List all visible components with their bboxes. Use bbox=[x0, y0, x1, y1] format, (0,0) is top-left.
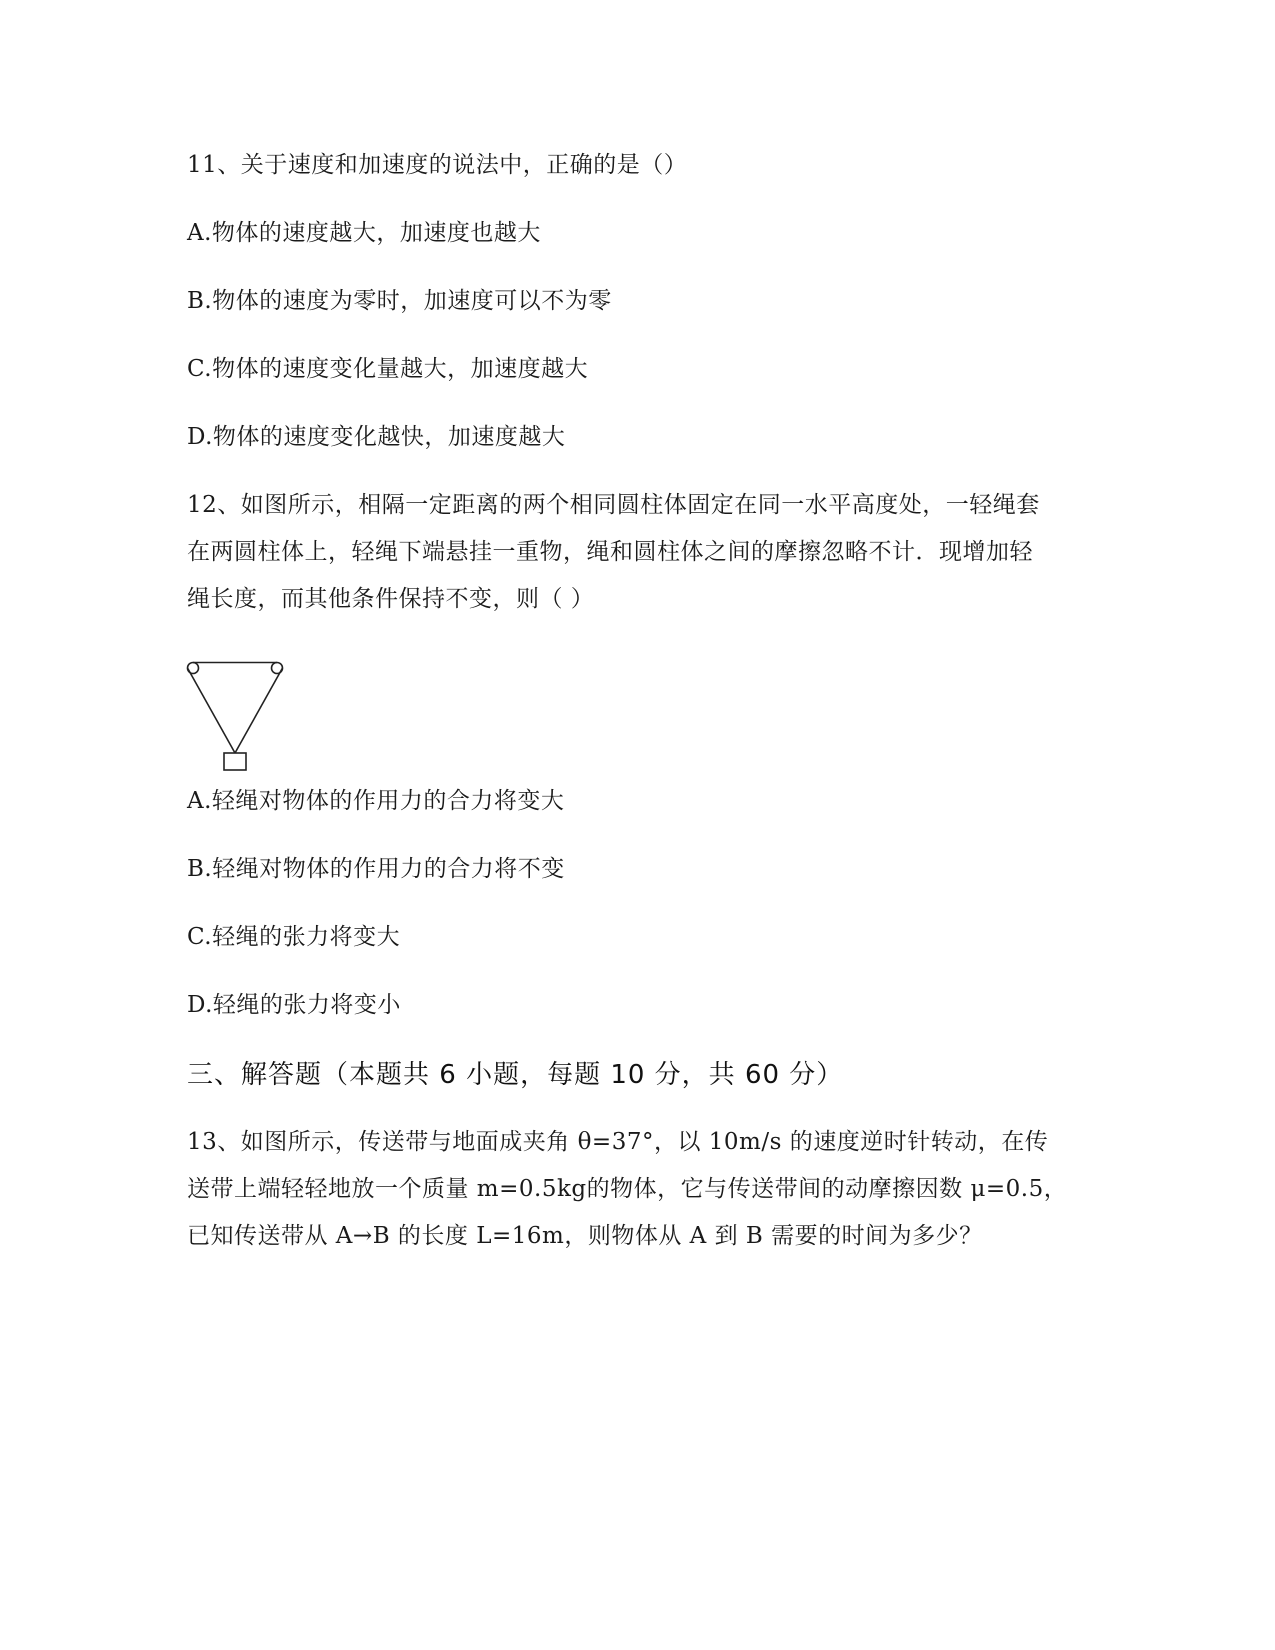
section-3-heading: 三、解答题（本题共 6 小题，每题 10 分，共 60 分） bbox=[187, 1060, 844, 1090]
hanging-weight-box bbox=[224, 753, 246, 770]
q12-stem-line-2: 在两圆柱体上，轻绳下端悬挂一重物，绳和圆柱体之间的摩擦忽略不计．现增加轻 bbox=[187, 539, 1033, 565]
rope-right-segment bbox=[235, 668, 283, 753]
q12-stem-line-1: 12、如图所示，相隔一定距离的两个相同圆柱体固定在同一水平高度处，一轻绳套 bbox=[187, 492, 1040, 518]
q11-option-a: A.物体的速度越大，加速度也越大 bbox=[187, 220, 541, 246]
q11-option-b: B.物体的速度为零时，加速度可以不为零 bbox=[187, 288, 612, 314]
q12-option-c: C.轻绳的张力将变大 bbox=[187, 924, 401, 950]
rope-left-segment bbox=[188, 668, 236, 753]
q13-stem-line-3: 已知传送带从 A→B 的长度 L=16m，则物体从 A 到 B 需要的时间为多少？ bbox=[187, 1223, 983, 1249]
q13-stem-line-2: 送带上端轻轻地放一个质量 m=0.5kg的物体，它与传送带间的动摩擦因数 μ=0.5， bbox=[187, 1176, 1068, 1202]
q11-option-d: D.物体的速度变化越快，加速度越大 bbox=[187, 424, 566, 450]
q12-option-d: D.轻绳的张力将变小 bbox=[187, 992, 401, 1018]
q11-stem: 11、关于速度和加速度的说法中，正确的是（） bbox=[187, 152, 688, 178]
q12-option-b: B.轻绳对物体的作用力的合力将不变 bbox=[187, 856, 565, 882]
q13-stem-line-1: 13、如图所示，传送带与地面成夹角 θ=37°，以 10m/s 的速度逆时针转动，在传 bbox=[187, 1129, 1049, 1155]
q12-option-a: A.轻绳对物体的作用力的合力将变大 bbox=[187, 788, 565, 814]
q12-stem-line-3: 绳长度，而其他条件保持不变，则（ ） bbox=[187, 586, 595, 612]
q11-option-c: C.物体的速度变化量越大，加速度越大 bbox=[187, 356, 589, 382]
rope-cylinder-diagram bbox=[186, 660, 286, 772]
